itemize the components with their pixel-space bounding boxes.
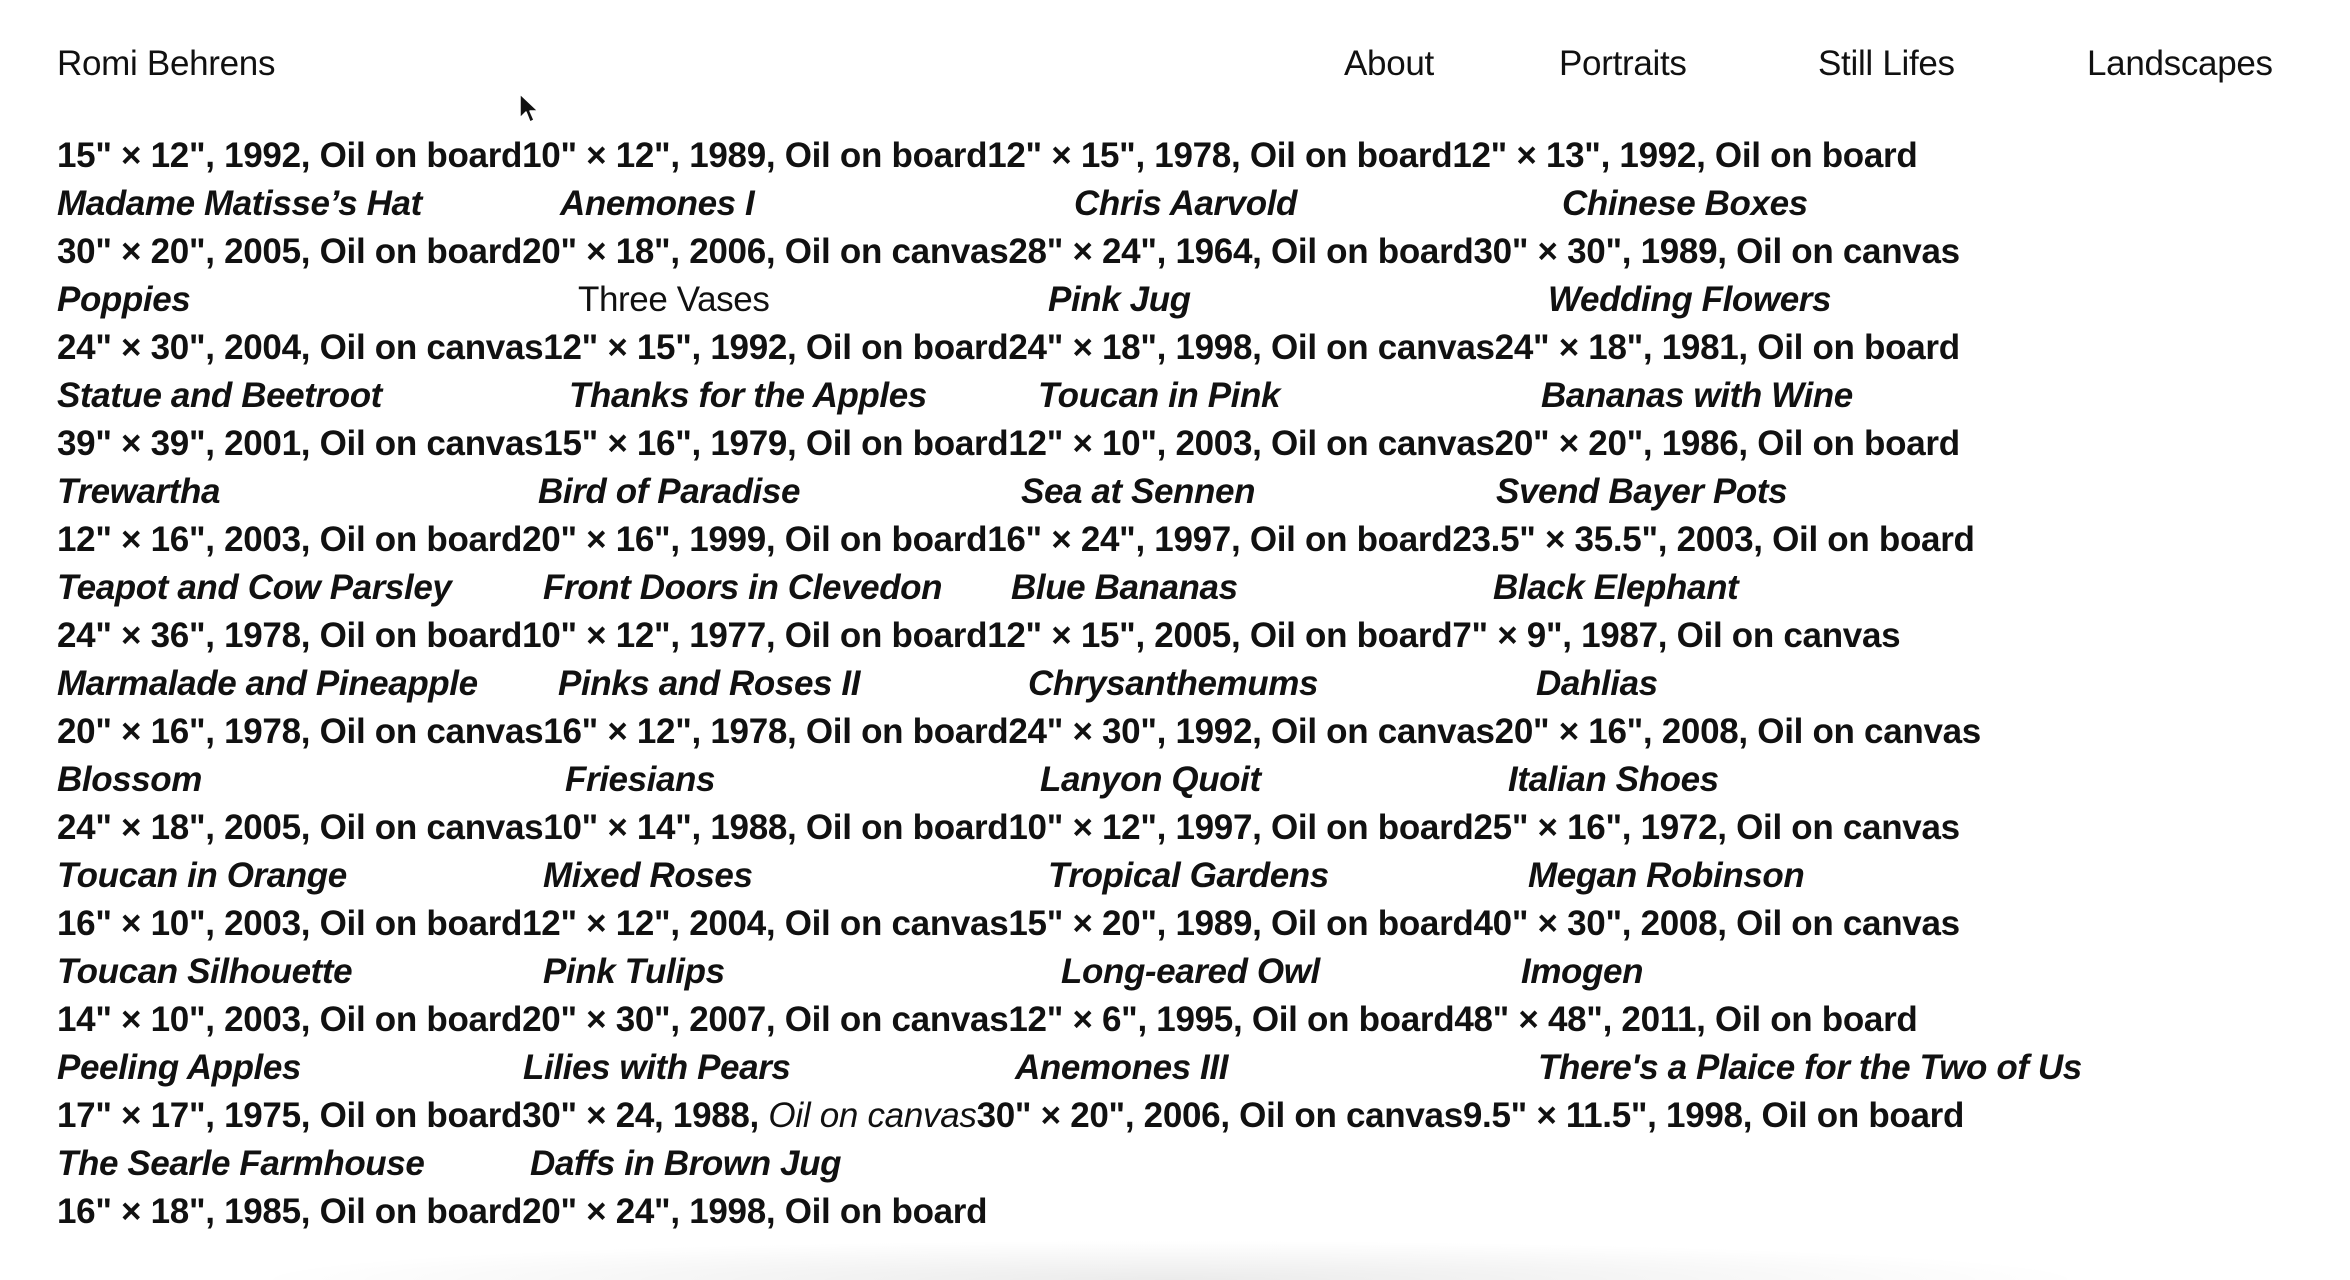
artwork-title-link[interactable]: Bananas with Wine: [1541, 376, 1853, 415]
artwork-spec: 20" × 24", 1998, Oil on board: [522, 1192, 988, 1231]
artwork-spec: 20" × 16", 2008, Oil on canvas: [1494, 712, 1981, 751]
spec-row: [57, 518, 1975, 562]
artwork-spec: 24" × 18", 1998, Oil on canvas: [1008, 328, 1495, 367]
spec-row: [57, 998, 1918, 1042]
artwork-spec: 9.5" × 11.5", 1998, Oil on board: [1462, 1096, 1965, 1135]
spec-row: [57, 710, 1981, 754]
artwork-spec: 15" × 20", 1989, Oil on board: [1008, 904, 1474, 943]
artwork-title-link[interactable]: Blossom: [57, 760, 203, 799]
artwork-spec: 30" × 20", 2006, Oil on canvas: [976, 1096, 1463, 1135]
artwork-spec: 24" × 18", 1981, Oil on board: [1494, 328, 1960, 367]
spec-row: [57, 1094, 1964, 1138]
spec-row: [57, 1190, 987, 1234]
artwork-spec: 12" × 10", 2003, Oil on canvas: [1008, 424, 1495, 463]
artwork-title-link[interactable]: The Searle Farmhouse: [57, 1144, 425, 1183]
nav-still-lifes[interactable]: Still Lifes: [1818, 44, 1955, 83]
artwork-spec: 30" × 20", 2005, Oil on board: [57, 232, 523, 271]
artwork-spec: 12" × 13", 1992, Oil on board: [1452, 136, 1918, 175]
spec-row: [57, 614, 1900, 658]
artwork-title-link[interactable]: Wedding Flowers: [1548, 280, 1832, 319]
artwork-title-link[interactable]: Sea at Sennen: [1021, 472, 1256, 511]
artwork-spec: 12" × 15", 2005, Oil on board: [987, 616, 1453, 655]
nav-about[interactable]: About: [1344, 44, 1434, 83]
artwork-spec: 12" × 12", 2004, Oil on canvas: [522, 904, 1009, 943]
artwork-title-link[interactable]: Dahlias: [1536, 664, 1658, 703]
artwork-title-link[interactable]: Peeling Apples: [57, 1048, 301, 1087]
artwork-title-link[interactable]: Teapot and Cow Parsley: [57, 568, 452, 607]
bottom-fade: [240, 1240, 2100, 1280]
artwork-spec: 16" × 12", 1978, Oil on board: [543, 712, 1009, 751]
artwork-spec: 17" × 17", 1975, Oil on board: [57, 1096, 523, 1135]
artwork-spec: 7" × 9", 1987, Oil on canvas: [1452, 616, 1901, 655]
artwork-spec: 23.5" × 35.5", 2003, Oil on board: [1452, 520, 1975, 559]
artwork-spec: 16" × 24", 1997, Oil on board: [987, 520, 1453, 559]
artwork-spec: 48" × 48", 2011, Oil on board: [1454, 1000, 1918, 1039]
artwork-title-link[interactable]: Blue Bananas: [1011, 568, 1238, 607]
artwork-spec: 24" × 36", 1978, Oil on board: [57, 616, 523, 655]
artwork-title-link[interactable]: Anemones III: [1015, 1048, 1229, 1087]
nav-portraits[interactable]: Portraits: [1559, 44, 1687, 83]
artwork-spec-medium: Oil on canvas: [768, 1096, 977, 1135]
artwork-title-link[interactable]: Daffs in Brown Jug: [530, 1144, 842, 1183]
artwork-title-link[interactable]: Chinese Boxes: [1562, 184, 1808, 223]
artwork-title-link[interactable]: Lilies with Pears: [523, 1048, 791, 1087]
artwork-spec: 20" × 20", 1986, Oil on board: [1494, 424, 1960, 463]
artwork-title-link[interactable]: Chrysanthemums: [1028, 664, 1319, 703]
artwork-spec: 10" × 14", 1988, Oil on board: [543, 808, 1009, 847]
artwork-spec: 25" × 16", 1972, Oil on canvas: [1473, 808, 1960, 847]
artwork-spec: 10" × 12", 1989, Oil on board: [522, 136, 988, 175]
artwork-spec: 15" × 12", 1992, Oil on board: [57, 136, 523, 175]
artwork-title-link[interactable]: Toucan in Orange: [57, 856, 347, 895]
artwork-spec: 12" × 16", 2003, Oil on board: [57, 520, 523, 559]
artwork-title-link[interactable]: Toucan Silhouette: [57, 952, 353, 991]
artwork-spec: 20" × 16", 1999, Oil on board: [522, 520, 988, 559]
artwork-title-link[interactable]: Bird of Paradise: [538, 472, 801, 511]
artwork-spec: 20" × 18", 2006, Oil on canvas: [522, 232, 1009, 271]
artwork-spec: 12" × 15", 1992, Oil on board: [543, 328, 1009, 367]
artwork-title-link[interactable]: Three Vases: [578, 280, 770, 319]
artwork-spec: 24" × 30", 1992, Oil on canvas: [1008, 712, 1495, 751]
artwork-spec: 10" × 12", 1977, Oil on board: [522, 616, 988, 655]
artwork-title-link[interactable]: Lanyon Quoit: [1040, 760, 1261, 799]
spec-row: [57, 134, 1917, 178]
artwork-title-link[interactable]: Svend Bayer Pots: [1496, 472, 1788, 511]
artwork-spec: 24" × 30", 2004, Oil on canvas: [57, 328, 544, 367]
artwork-spec: 30" × 30", 1989, Oil on canvas: [1473, 232, 1960, 271]
artwork-title-link[interactable]: Thanks for the Apples: [569, 376, 927, 415]
artwork-spec: 20" × 30", 2007, Oil on canvas: [522, 1000, 1009, 1039]
artwork-spec: 30" × 24, 1988,: [522, 1096, 769, 1135]
artwork-spec: 10" × 12", 1997, Oil on board: [1008, 808, 1474, 847]
spec-row: [57, 806, 1960, 850]
artwork-spec: 16" × 18", 1985, Oil on board: [57, 1192, 523, 1231]
artwork-spec: 24" × 18", 2005, Oil on canvas: [57, 808, 544, 847]
artwork-title-link[interactable]: Trewartha: [57, 472, 221, 511]
artwork-spec: 20" × 16", 1978, Oil on canvas: [57, 712, 544, 751]
spec-row: [57, 902, 1960, 946]
artwork-title-link[interactable]: Pinks and Roses II: [558, 664, 861, 703]
artwork-title-link[interactable]: There's a Plaice for the Two of Us: [1538, 1048, 2082, 1087]
site-title-link[interactable]: Romi Behrens: [57, 44, 276, 83]
mouse-pointer-icon: [518, 92, 540, 126]
artwork-spec: 28" × 24", 1964, Oil on board: [1008, 232, 1474, 271]
artwork-title-link[interactable]: Mixed Roses: [543, 856, 753, 895]
artwork-spec: 15" × 16", 1979, Oil on board: [543, 424, 1009, 463]
artwork-title-link[interactable]: Imogen: [1521, 952, 1644, 991]
artwork-title-link[interactable]: Madame Matisse’s Hat: [57, 184, 422, 223]
nav-landscapes[interactable]: Landscapes: [2087, 44, 2273, 83]
artwork-title-link[interactable]: Marmalade and Pineapple: [57, 664, 478, 703]
artwork-title-link[interactable]: Pink Jug: [1048, 280, 1191, 319]
artwork-spec: 39" × 39", 2001, Oil on canvas: [57, 424, 544, 463]
artwork-title-link[interactable]: Anemones I: [560, 184, 755, 223]
artwork-title-link[interactable]: Long-eared Owl: [1061, 952, 1320, 991]
artwork-title-link[interactable]: Friesians: [565, 760, 716, 799]
artwork-title-link[interactable]: Italian Shoes: [1508, 760, 1719, 799]
artwork-title-link[interactable]: Toucan in Pink: [1038, 376, 1281, 415]
artwork-title-link[interactable]: Chris Aarvold: [1074, 184, 1298, 223]
artwork-spec: 12" × 15", 1978, Oil on board: [987, 136, 1453, 175]
artwork-spec: 40" × 30", 2008, Oil on canvas: [1473, 904, 1960, 943]
artwork-title-link[interactable]: Pink Tulips: [543, 952, 725, 991]
site-header: [0, 0, 2350, 110]
artwork-title-link[interactable]: Tropical Gardens: [1048, 856, 1329, 895]
artwork-title-link[interactable]: Statue and Beetroot: [57, 376, 382, 415]
spec-row: [57, 230, 1960, 274]
artwork-title-link[interactable]: Front Doors in Clevedon: [543, 568, 943, 607]
spec-row: [57, 422, 1960, 466]
artwork-spec: 16" × 10", 2003, Oil on board: [57, 904, 523, 943]
spec-row: [57, 326, 1960, 370]
artwork-title-link[interactable]: Poppies: [57, 280, 191, 319]
artwork-title-link[interactable]: Black Elephant: [1493, 568, 1739, 607]
artwork-spec: 14" × 10", 2003, Oil on board: [57, 1000, 523, 1039]
artwork-spec: 12" × 6", 1995, Oil on board: [1008, 1000, 1455, 1039]
artwork-title-link[interactable]: Megan Robinson: [1528, 856, 1805, 895]
